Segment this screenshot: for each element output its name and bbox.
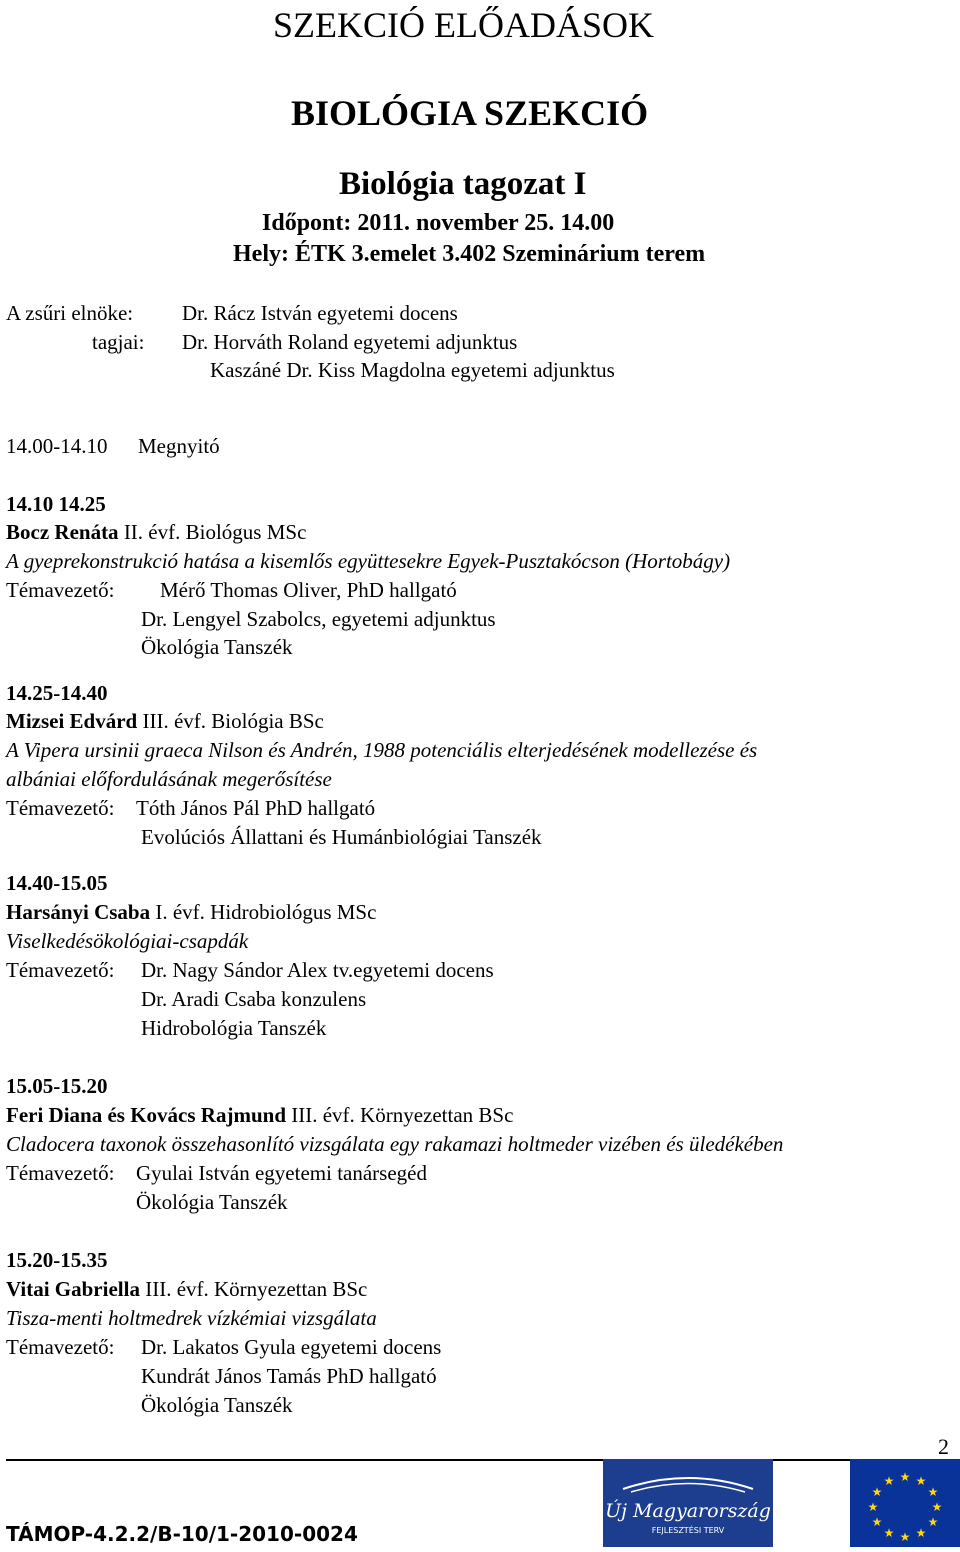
talk-time: 15.20-15.35 <box>6 1248 108 1272</box>
talk-presenter: Mizsei Edvárd <box>6 709 138 733</box>
talk-time: 14.40-15.05 <box>6 871 108 895</box>
supervisor-label: Témavezető: <box>6 1161 115 1185</box>
supervisor-label: Témavezető: <box>6 796 115 820</box>
supervisor-label: Témavezető: <box>6 1335 115 1359</box>
svg-text:★: ★ <box>883 1474 895 1488</box>
department: Evolúciós Állattani és Humánbiológiai Tanszék <box>141 825 542 849</box>
talk-time: 14.10 14.25 <box>6 492 106 516</box>
page-number: 2 <box>938 1434 949 1459</box>
opening-label: Megnyitó <box>138 434 220 458</box>
logo-text: Új Magyarország <box>605 1500 771 1522</box>
supervisor: Dr. Aradi Csaba konzulens <box>141 987 367 1011</box>
page-title: SZEKCIÓ ELŐADÁSOK <box>273 5 654 45</box>
supervisor: Gyulai István egyetemi tanársegéd <box>136 1161 427 1185</box>
logo-subtext: FEJLESZTÉSI TERV <box>651 1526 725 1535</box>
subsection-title: Biológia tagozat I <box>339 166 587 202</box>
svg-text:★: ★ <box>883 1526 895 1540</box>
talk-title: A Vipera ursinii graeca Nilson és Andrén, 1988 potenciális elterjedésének modellezése és <box>6 738 758 762</box>
svg-text:★: ★ <box>871 1485 883 1499</box>
footer-rule <box>6 1459 916 1461</box>
talk-presenter-line <box>6 1277 367 1301</box>
supervisor: Tóth János Pál PhD hallgató <box>136 796 376 820</box>
jury-chair-label: A zsűri elnöke: <box>6 301 134 325</box>
talk-presenter: Bocz Renáta <box>6 520 119 544</box>
time-line: Időpont: 2011. november 25. 14.00 <box>262 210 615 236</box>
svg-text:★: ★ <box>927 1485 939 1499</box>
svg-text:★: ★ <box>899 1530 911 1544</box>
opening-time: 14.00-14.10 <box>6 434 108 458</box>
talk-level: I. évf. Hidrobiológus MSc <box>150 900 377 924</box>
department: Ökológia Tanszék <box>141 1393 293 1417</box>
talk-title: Tisza-menti holtmedrek vízkémiai vizsgálata <box>6 1306 377 1330</box>
uj-magyarorszag-logo <box>603 1459 773 1547</box>
talk-title: Cladocera taxonok összehasonlító vizsgálata egy rakamazi holtmeder vizében és üledékében <box>6 1132 784 1156</box>
eu-flag <box>850 1459 960 1547</box>
project-code: TÁMOP-4.2.2/B-10/1-2010-0024 <box>6 1522 358 1546</box>
svg-text:★: ★ <box>871 1515 883 1529</box>
svg-text:★: ★ <box>915 1526 927 1540</box>
talk-presenter-line <box>6 1103 513 1127</box>
section-title: BIOLÓGIA SZEKCIÓ <box>291 93 649 133</box>
department: Ökológia Tanszék <box>136 1190 288 1214</box>
talk-level: III. évf. Biológia BSc <box>137 709 324 733</box>
department: Ökológia Tanszék <box>141 635 293 659</box>
jury-member: Dr. Horváth Roland egyetemi adjunktus <box>182 330 518 354</box>
talk-presenter: Feri Diana és Kovács Rajmund <box>6 1103 286 1127</box>
svg-text:★: ★ <box>931 1500 943 1514</box>
supervisor-label: Témavezető: <box>6 958 115 982</box>
talk-level: III. évf. Környezettan BSc <box>286 1103 514 1127</box>
department: Hidrobológia Tanszék <box>141 1016 327 1040</box>
jury-members-label: tagjai: <box>92 330 145 354</box>
svg-text:★: ★ <box>927 1515 939 1529</box>
talk-level: II. évf. Biológus MSc <box>118 520 307 544</box>
svg-text:★: ★ <box>899 1470 911 1484</box>
supervisor-label: Témavezető: <box>6 578 115 602</box>
talk-time: 14.25-14.40 <box>6 681 108 705</box>
talk-presenter-line <box>6 520 306 544</box>
svg-text:★: ★ <box>915 1474 927 1488</box>
jury-chair: Dr. Rácz István egyetemi docens <box>182 301 458 325</box>
talk-presenter: Harsányi Csaba <box>6 900 151 924</box>
talk-time: 15.05-15.20 <box>6 1074 108 1098</box>
talk-title: A gyeprekonstrukció hatása a kisemlős együttesekre Egyek-Pusztakócson (Hortobágy) <box>6 549 731 573</box>
supervisor: Dr. Lengyel Szabolcs, egyetemi adjunktus <box>141 607 496 631</box>
talk-presenter-line <box>6 709 324 733</box>
svg-text:★: ★ <box>867 1500 879 1514</box>
talk-presenter-line <box>6 900 376 924</box>
talk-presenter: Vitai Gabriella <box>6 1277 140 1301</box>
talk-level: III. évf. Környezettan BSc <box>139 1277 368 1301</box>
talk-title: Viselkedésökológiai-csapdák <box>6 929 249 953</box>
supervisor: Mérő Thomas Oliver, PhD hallgató <box>160 578 457 602</box>
supervisor: Dr. Lakatos Gyula egyetemi docens <box>141 1335 442 1359</box>
supervisor: Kundrát János Tamás PhD hallgató <box>141 1364 437 1388</box>
supervisor: Dr. Nagy Sándor Alex tv.egyetemi docens <box>141 958 494 982</box>
talk-title: albániai előfordulásának megerősítése <box>6 767 332 791</box>
jury-member: Kaszáné Dr. Kiss Magdolna egyetemi adjunktus <box>210 358 615 382</box>
place-line: Hely: ÉTK 3.emelet 3.402 Szeminárium terem <box>233 241 706 267</box>
